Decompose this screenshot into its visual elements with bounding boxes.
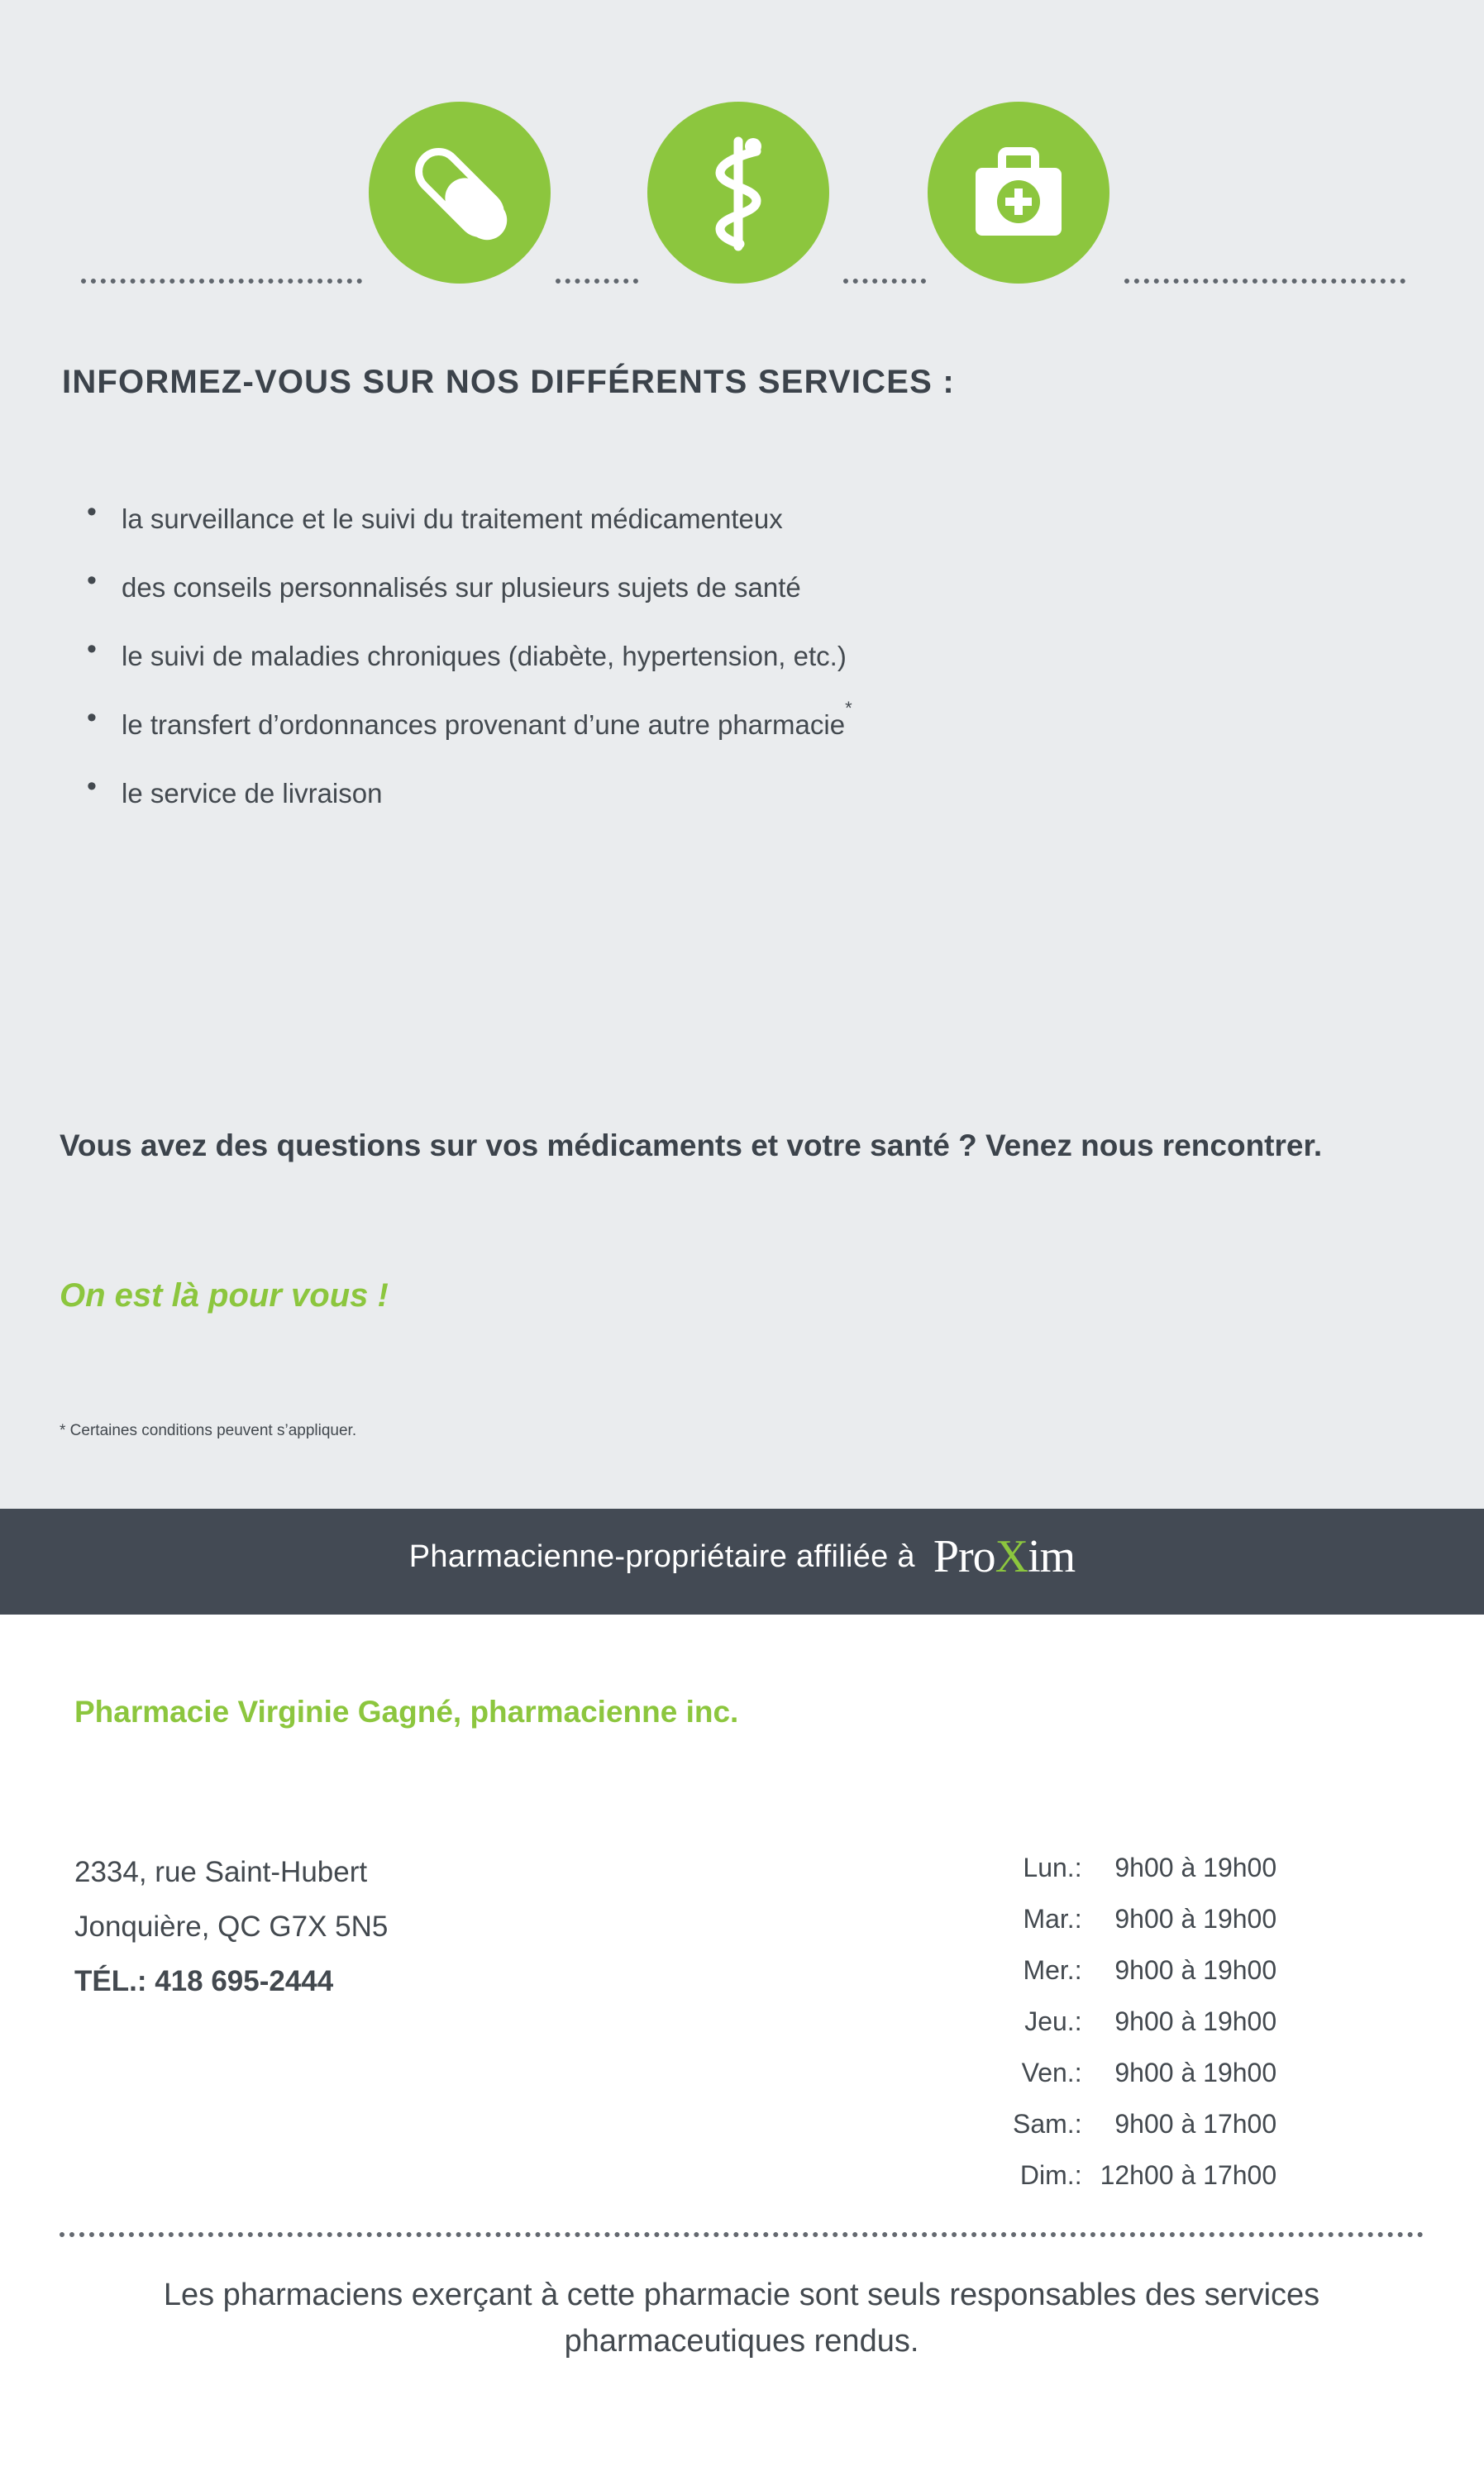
address-line-1: 2334, rue Saint-Hubert bbox=[74, 1856, 368, 1888]
questions-text: Vous avez des questions sur vos médicaments et votre santé ? Venez nous rencontrer. bbox=[60, 1128, 1323, 1162]
dotted-line-mid-2 bbox=[843, 279, 926, 289]
dotted-separator bbox=[60, 2232, 1424, 2242]
pills-icon bbox=[369, 102, 551, 284]
table-row bbox=[1013, 2149, 1276, 2201]
list-item bbox=[70, 756, 1393, 824]
services-list bbox=[70, 481, 1393, 824]
list-item bbox=[70, 550, 1393, 618]
table-row bbox=[1013, 1842, 1276, 1893]
service-text: la surveillance et le suivi du traitement médicamenteux bbox=[122, 503, 783, 534]
service-text: le suivi de maladies chroniques (diabète, hypertension, etc.) bbox=[122, 641, 847, 671]
hours-day: Lun.: bbox=[1023, 1853, 1082, 1882]
affiliation-label: Pharmacienne-propriétaire affiliée à bbox=[408, 1539, 915, 1574]
asclepius-rod-icon bbox=[647, 102, 829, 284]
hours-day: Ven.: bbox=[1021, 2058, 1082, 2087]
pharmacy-address bbox=[74, 1845, 388, 2009]
proxim-logo-post: im bbox=[1028, 1531, 1076, 1582]
service-asterisk: * bbox=[845, 698, 852, 718]
hours-time: 9h00 à 19h00 bbox=[1114, 2006, 1277, 2036]
hours-day: Dim.: bbox=[1019, 2160, 1082, 2190]
service-text: des conseils personnalisés sur plusieurs sujets de santé bbox=[122, 572, 801, 603]
icon-strip bbox=[0, 87, 1484, 277]
footnote-text: * Certaines conditions peuvent s’appliquer. bbox=[60, 1422, 357, 1439]
slogan-text: On est là pour vous ! bbox=[60, 1277, 389, 1314]
dotted-line-left bbox=[81, 279, 362, 289]
hours-time: 12h00 à 17h00 bbox=[1100, 2160, 1277, 2190]
table-row bbox=[1013, 2047, 1276, 2098]
hours-day: Jeu.: bbox=[1024, 2006, 1082, 2036]
list-item bbox=[70, 618, 1393, 687]
hours-time: 9h00 à 19h00 bbox=[1114, 1853, 1277, 1882]
service-text: le transfert d’ordonnances provenant d’une autre pharmacie bbox=[122, 709, 846, 740]
affiliation-band-content bbox=[0, 1531, 1484, 1582]
table-row bbox=[1013, 1944, 1276, 1996]
page-title: INFORMEZ-VOUS SUR NOS DIFFÉRENTS SERVICES : bbox=[62, 364, 955, 400]
service-text: le service de livraison bbox=[122, 778, 383, 809]
hours-day: Mer.: bbox=[1023, 1955, 1082, 1985]
disclaimer-text: Les pharmaciens exerçant à cette pharmacie sont seuls responsables des services pharmaceutiques rendus. bbox=[163, 2278, 1320, 2359]
address-line-2: Jonquière, QC G7X 5N5 bbox=[74, 1911, 389, 1943]
phone-number: TÉL.: 418 695-2444 bbox=[74, 1965, 334, 1997]
hours-time: 9h00 à 19h00 bbox=[1114, 1904, 1277, 1934]
table-row bbox=[1013, 2098, 1276, 2149]
proxim-logo-leaf: X bbox=[995, 1531, 1028, 1582]
first-aid-kit-icon bbox=[928, 102, 1109, 284]
hours-day: Mar.: bbox=[1023, 1904, 1082, 1934]
opening-hours-table bbox=[1013, 1842, 1276, 2201]
proxim-logo bbox=[933, 1531, 1076, 1582]
hours-time: 9h00 à 19h00 bbox=[1114, 2058, 1277, 2087]
dotted-line-mid-1 bbox=[556, 279, 638, 289]
hours-day: Sam.: bbox=[1013, 2109, 1082, 2139]
hours-time: 9h00 à 17h00 bbox=[1114, 2109, 1277, 2139]
list-item bbox=[70, 481, 1393, 550]
hours-time: 9h00 à 19h00 bbox=[1114, 1955, 1277, 1985]
list-item bbox=[70, 687, 1393, 756]
pharmacy-name: Pharmacie Virginie Gagné, pharmacienne inc. bbox=[74, 1695, 739, 1729]
table-row bbox=[1013, 1893, 1276, 1944]
dotted-line-right bbox=[1124, 279, 1405, 289]
table-row bbox=[1013, 1996, 1276, 2047]
proxim-logo-pre: Pro bbox=[933, 1531, 995, 1582]
